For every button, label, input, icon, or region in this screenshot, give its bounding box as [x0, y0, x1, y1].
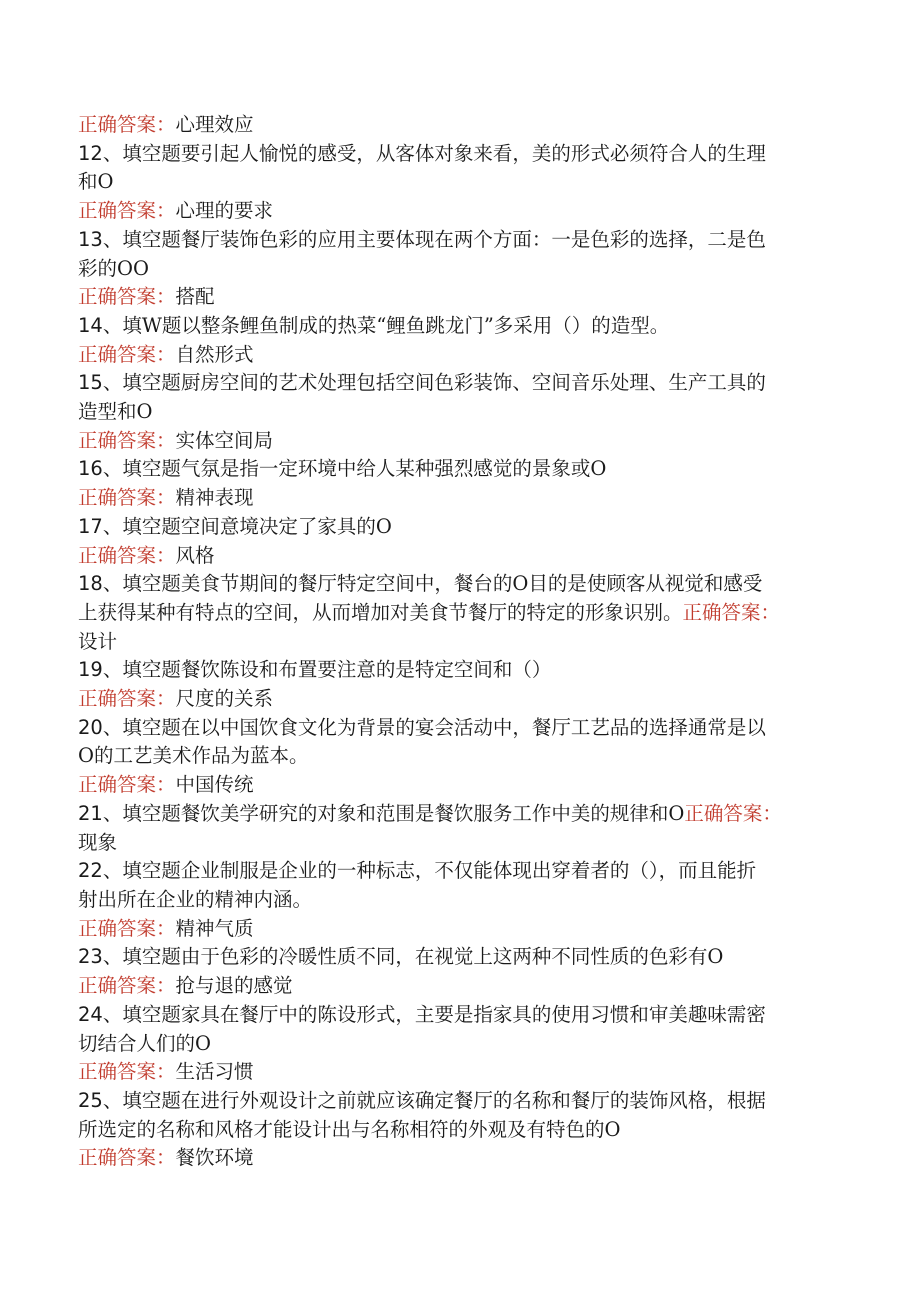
line-text: 、填空题美食节期间的餐厅特定空间中，餐台的O目的是使顾客从视觉和感受: [102, 572, 763, 596]
answer-label: 正确答案：: [78, 486, 176, 510]
line-text: 彩的OO: [78, 256, 149, 280]
answer-text: 心理的要求: [175, 199, 274, 223]
answer-label: 正确答案：: [78, 342, 176, 366]
answer-text: 风格: [175, 543, 215, 567]
line-text: 、填空题空间意境决定了家具的O: [102, 514, 392, 538]
answer-label: 正确答案：: [682, 600, 781, 624]
question-number: 16: [78, 457, 103, 481]
question-number: 14: [78, 313, 103, 337]
line-text: 、填空题厨房空间的艺术处理包括空间色彩装饰、空间音乐处理、生产工具的: [102, 371, 766, 395]
answer-line: [78, 111, 830, 140]
line-text: O的工艺美术作品为蓝本。: [78, 744, 309, 768]
line-text: 设计: [78, 629, 118, 653]
answer-text: 精神表现: [175, 486, 254, 510]
line-text: 、填空题要引起人愉悦的感受，从客体对象来看，美的形式必须符合人的生理: [102, 141, 766, 165]
answer-line: [78, 542, 830, 571]
question-number: 24: [78, 1002, 103, 1026]
text-line: [78, 886, 830, 915]
answer-text: 生活习惯: [175, 1060, 254, 1084]
answer-label: 正确答案：: [78, 974, 176, 998]
question-number: 19: [78, 658, 103, 682]
text-line: [78, 599, 830, 628]
answer-line: [78, 972, 830, 1001]
question-number: 12: [78, 141, 103, 165]
answer-label: 正确答案：: [78, 1060, 176, 1084]
line-text: 、填空题餐饮陈设和布置要注意的是特定空间和（）: [102, 658, 552, 682]
answer-line: [78, 341, 830, 370]
question-number: 20: [78, 715, 103, 739]
question-line: [78, 570, 830, 599]
question-line: [78, 656, 830, 685]
answer-label: 正确答案：: [78, 285, 176, 309]
line-text: 、填空题在以中国饮食文化为背景的宴会活动中，餐厅工艺品的选择通常是以: [102, 715, 766, 739]
answer-text: 餐饮环境: [175, 1146, 254, 1170]
question-number: 23: [78, 945, 103, 969]
answer-text: 尺度的关系: [175, 687, 274, 711]
question-line: [78, 714, 830, 743]
answer-label: 正确答案：: [78, 773, 176, 797]
answer-label: 正确答案：: [78, 916, 176, 940]
question-line: [78, 1001, 830, 1030]
question-number: 25: [78, 1088, 103, 1112]
line-text: 切结合人们的O: [78, 1031, 211, 1055]
question-number: 17: [78, 514, 103, 538]
text-line: [78, 742, 830, 771]
answer-line: [78, 685, 830, 714]
answer-text: 实体空间局: [175, 428, 274, 452]
text-line: [78, 168, 830, 197]
question-line: [78, 226, 830, 255]
line-text: 射出所在企业的精神内涵。: [78, 887, 313, 911]
line-text: 、填W题以整条鲤鱼制成的热菜“鲤鱼跳龙门”多采用（）的造型。: [102, 313, 670, 337]
answer-line: [78, 427, 830, 456]
question-line: [78, 140, 830, 169]
question-number: 13: [78, 227, 103, 251]
answer-line: [78, 1144, 830, 1173]
text-line: [78, 255, 830, 284]
line-text: 、填空题企业制服是企业的一种标志，不仅能体现出穿着者的（），而且能折: [102, 859, 757, 883]
line-text: 、填空题餐饮美学研究的对象和范围是餐饮服务工作中美的规律和O: [102, 801, 685, 825]
question-line: [78, 1087, 830, 1116]
question-number: 21: [78, 801, 103, 825]
answer-line: [78, 484, 830, 513]
line-text: 上获得某种有特点的空间，从而增加对美食节餐厅的特定的形象识别。: [78, 600, 683, 624]
line-text: 、填空题餐厅装饰色彩的应用主要体现在两个方面：一是色彩的选择，二是色: [102, 227, 766, 251]
question-line: [78, 369, 830, 398]
question-line: [78, 857, 830, 886]
question-line: [78, 312, 830, 341]
text-line: [78, 628, 830, 657]
answer-line: [78, 771, 830, 800]
answer-line: [78, 915, 830, 944]
answer-text: 中国传统: [175, 773, 254, 797]
question-number: 15: [78, 371, 103, 395]
answer-label: 正确答案：: [78, 687, 176, 711]
question-line: [78, 800, 830, 829]
text-line: [78, 829, 830, 858]
question-number: 18: [78, 572, 103, 596]
line-text: 造型和O: [78, 400, 153, 424]
text-line: [78, 1030, 830, 1059]
answer-line: [78, 283, 830, 312]
answer-text: 精神气质: [175, 916, 254, 940]
line-text: 现象: [78, 830, 118, 854]
answer-text: 抢与退的感觉: [175, 974, 293, 998]
answer-label: 正确答案：: [78, 113, 176, 136]
text-line: [78, 1116, 830, 1145]
question-line: [78, 943, 830, 972]
question-line: [78, 455, 830, 484]
answer-text: 搭配: [175, 285, 215, 309]
line-text: 、填空题由于色彩的冷暖性质不同，在视觉上这两种不同性质的色彩有O: [102, 945, 724, 969]
answer-label: 正确答案：: [78, 199, 176, 223]
answer-text: 自然形式: [175, 342, 254, 366]
answer-line: [78, 197, 830, 226]
text-line: [78, 398, 830, 427]
answer-label: 正确答案：: [684, 801, 782, 825]
line-text: 和O: [78, 170, 114, 194]
answer-label: 正确答案：: [78, 428, 176, 452]
question-line: [78, 513, 830, 542]
line-text: 所选定的名称和风格才能设计出与名称相符的外观及有特色的O: [78, 1117, 621, 1141]
answer-label: 正确答案：: [78, 543, 176, 567]
answer-text: 心理效应: [175, 113, 254, 136]
answer-label: 正确答案：: [78, 1146, 176, 1170]
line-text: 、填空题气氛是指一定环境中给人某种强烈感觉的景象或O: [102, 457, 607, 481]
line-text: 、填空题在进行外观设计之前就应该确定餐厅的名称和餐厅的装饰风格，根据: [102, 1088, 766, 1112]
question-number: 22: [78, 859, 103, 883]
line-text: 、填空题家具在餐厅中的陈设形式，主要是指家具的使用习惯和审美趣味需密: [102, 1002, 766, 1026]
qa-list: [78, 111, 830, 1173]
answer-line: [78, 1058, 830, 1087]
